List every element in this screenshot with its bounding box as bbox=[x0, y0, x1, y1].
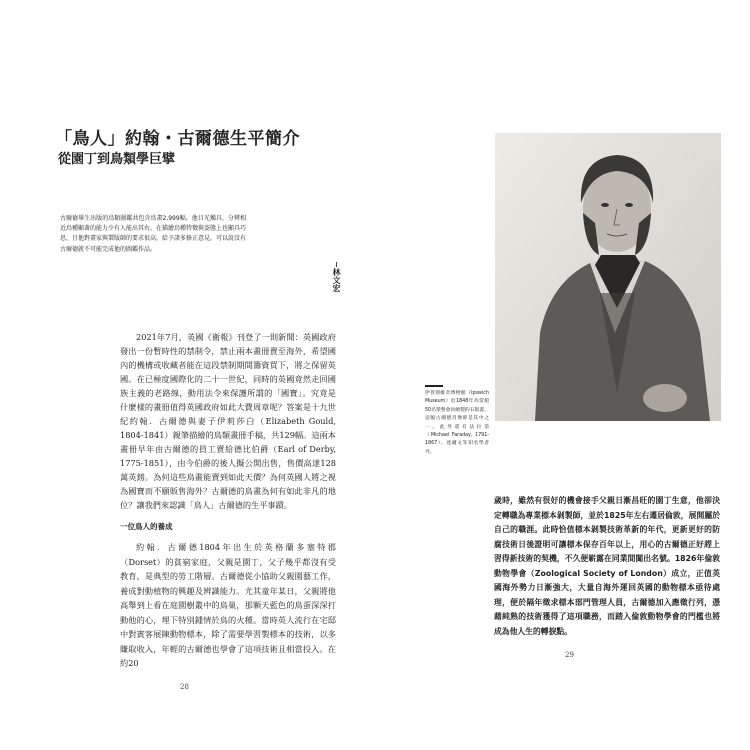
author-name: 林文宏 bbox=[332, 268, 342, 292]
portrait-caption: 伊普斯維奇博物館（Ipswich Museum）於1848年為當館50名榮譽會員繪製的石版畫，這幅古爾德肖像即是其中之一。此外還有法拉第（Michael Faraday, 1791-1867）、達爾文等知名學者外。 bbox=[425, 391, 489, 455]
body-paragraph-2: 約翰．古爾德1804年出生於英格蘭多塞特郡（Dorset）的貧窮家庭，父親是園丁，父子幾乎都沒有受教育，是典型的勞工階層。古爾德從小協助父親園藝工作，養成對動植物的興趣及辨識能力。尤其童年某日，父親將他高舉到上看在庭園樹叢中的鳥巢，那顆天藍色的鳥蛋深深打動他的心，埋下特別鍾情於鳥的火種。當時英人流行在宅邸中對賓客展陳動物標本，除了需要學習製標本的技術，以多賺取收入，年輕的古爾德也學會了這項技術且相當投入。在約20 bbox=[120, 542, 336, 668]
left-text-column bbox=[120, 330, 336, 692]
section-heading: 一位鳥人的養成 bbox=[120, 522, 173, 531]
page-number-right: 29 bbox=[565, 651, 574, 659]
page-number-left: 28 bbox=[180, 682, 189, 691]
body-paragraph-3: 歲時，雖然有很好的機會接手父親日漸昌旺的園丁生意，他卻決定轉職為專業標本剝製師，並於1825年左右遷居倫敦，展開屬於自己的職涯。此時恰值標本剝製技術革新的年代，更新更好的防腐技術日後證明可讓標本保存百年以上，用心的古爾德正好趕上習得新技術的契機，不久便嶄露在同業間闖出名號。1826年倫敦動物學會（Zoological Society of London）成立，正值英國海外勢力日漸強大，大量自海外運回英國的動物標本亟待處理，便於隔年徵求標本部門管理人員，古爾德加入應徵行列，憑藉純熟的技術獲得了這項職務，而踏入倫敦動物學會的門檻也將成為他人生的轉捩點。 bbox=[494, 496, 720, 636]
body-paragraph-1: 2021年7月，英國《衛報》刊登了一則新聞：英國政府發出一份暫時性的禁制令，禁止兩本畫冊賣至海外，希望國內的機構或收藏者能在這段禁制期間籌資買下，將之保留英國。在已極度國際化的二十一世紀，同時的英國竟然走回國族主義的老路線，動用法令來保護所謂的「國寶」。究竟是什麼樣的畫冊值得英國政府如此大費周章呢？答案是十九世紀約翰．古爾德與妻子伊莉莎白（Elizabeth Gould, 1804-1841）親筆描繪的鳥類畫冊手稿，共129幅。這兩本畫冊早年由古爾德的員工賣給德比伯爵（Earl of Derby, 1775-1851），由今伯爵的後人擬公開出售，售價高達128萬英鎊。為何這些鳥畫能賣到如此天價？為何英國人將之視為國寶而不願販售海外？古爾德的鳥畫為何有如此非凡的地位？讓我們來認識「鳥人」古爾德的生平事蹟。 bbox=[120, 332, 336, 510]
right-text-column bbox=[494, 494, 720, 660]
portrait-image-gould bbox=[495, 133, 721, 421]
author-rule bbox=[336, 262, 337, 267]
article-subtitle: 從園丁到鳥類學巨擘 bbox=[58, 152, 176, 167]
article-title: 「鳥人」約翰・古爾德生平簡介 bbox=[55, 129, 300, 149]
intro-paragraph: 古爾德畢生出版的鳥類圖鑑共包含鳥畫2,999幅。他目光獨具，分辨相近鳥種顯著的能力少有人能出其右。在描繪鳥種特徵與姿態上也顯具巧思，且他對畫家與製版師的要求很高，給予諸多修正意見，可以說沒有古爾德就不可能完成他的圖鑑作品。 bbox=[60, 215, 247, 253]
caption-rule bbox=[425, 385, 443, 387]
